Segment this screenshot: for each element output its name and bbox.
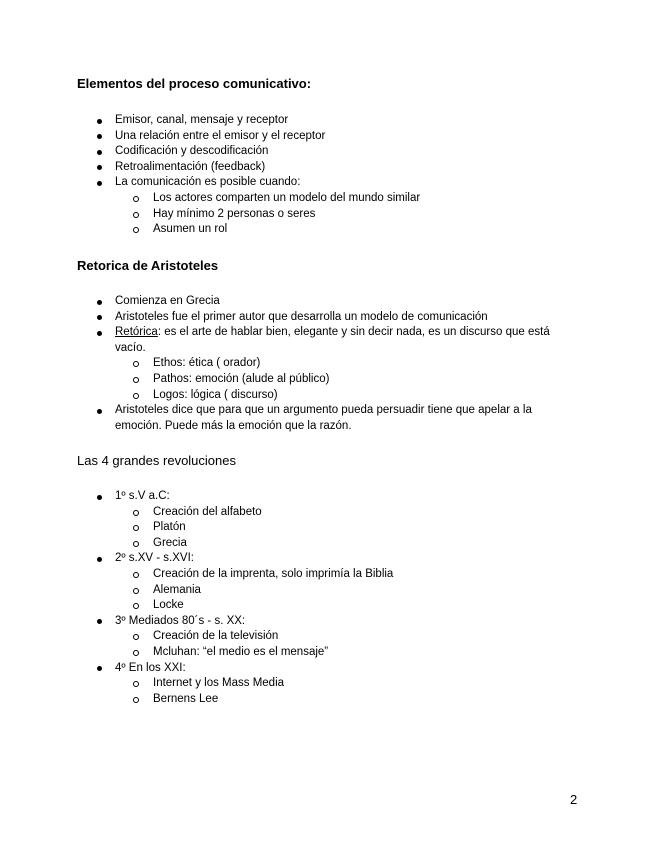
list-item: 4º En los XXI: Internet y los Mass Media Bernens Lee xyxy=(0,661,563,708)
list-item: Retórica: es el arte de hablar bien, elegante y sin decir nada, es un discurso que está vacío. Ethos: ética ( orador) Pathos: emoción (alude al público) Logos: lógica ( discurso) xyxy=(0,325,563,403)
sublist-item: Ethos: ética ( orador) xyxy=(153,356,563,372)
list-item: Una relación entre el emisor y el receptor xyxy=(0,129,563,145)
sublist-item: Locke xyxy=(153,598,563,614)
sublist xyxy=(115,567,563,614)
list-item: Codificación y descodificación xyxy=(0,144,563,160)
sublist xyxy=(115,505,563,552)
sublist xyxy=(115,191,563,238)
retorica-term: Retórica xyxy=(115,326,158,339)
sublist-item: Pathos: emoción (alude al público) xyxy=(153,372,563,388)
list-item: Emisor, canal, mensaje y receptor xyxy=(0,113,563,129)
section-heading-retorica: Retorica de Aristoteles xyxy=(77,258,219,273)
sublist xyxy=(115,676,563,707)
list-item: Aristoteles fue el primer autor que desarrolla un modelo de comunicación xyxy=(0,310,563,326)
revoluciones-list xyxy=(0,489,655,707)
sublist xyxy=(115,356,563,403)
page-number: 2 xyxy=(570,792,578,807)
sublist-item: Platón xyxy=(153,520,563,536)
sublist-item: Logos: lógica ( discurso) xyxy=(153,388,563,404)
sublist-item: Internet y los Mass Media xyxy=(153,676,563,692)
list-item: Comienza en Grecia xyxy=(0,294,563,310)
sublist-item: Asumen un rol xyxy=(153,222,563,238)
list-item: Retroalimentación (feedback) xyxy=(0,160,563,176)
list-item: La comunicación es posible cuando: Los actores comparten un modelo del mundo similar Hay mínimo 2 personas o seres Asumen un rol xyxy=(0,175,563,237)
sublist-item: Bernens Lee xyxy=(153,692,563,708)
sublist-item: Hay mínimo 2 personas o seres xyxy=(153,207,563,223)
sublist-item: Creación del alfabeto xyxy=(153,505,563,521)
retorica-list xyxy=(0,294,655,434)
sublist-item: Creación de la televisión xyxy=(153,629,563,645)
sublist-item: Los actores comparten un modelo del mundo similar xyxy=(153,191,563,207)
section-heading-revoluciones: Las 4 grandes revoluciones xyxy=(77,453,236,468)
elementos-list xyxy=(0,113,655,238)
list-item: 1º s.V a.C: Creación del alfabeto Platón Grecia xyxy=(0,489,563,551)
list-item: Aristoteles dice que para que un argumento pueda persuadir tiene que apelar a la emoción. Puede más la emoción que la razón. xyxy=(0,403,563,434)
list-item: 3º Mediados 80´s - s. XX: Creación de la televisión Mcluhan: “el medio es el mensaje” xyxy=(0,614,563,661)
list-item: 2º s.XV - s.XVI: Creación de la imprenta, solo imprimía la Biblia Alemania Locke xyxy=(0,551,563,613)
section-heading-elementos: Elementos del proceso comunicativo: xyxy=(77,76,312,91)
sublist-item: Grecia xyxy=(153,536,563,552)
sublist xyxy=(115,629,563,660)
sublist-item: Creación de la imprenta, solo imprimía la Biblia xyxy=(153,567,563,583)
sublist-item: Mcluhan: “el medio es el mensaje” xyxy=(153,645,563,661)
sublist-item: Alemania xyxy=(153,583,563,599)
